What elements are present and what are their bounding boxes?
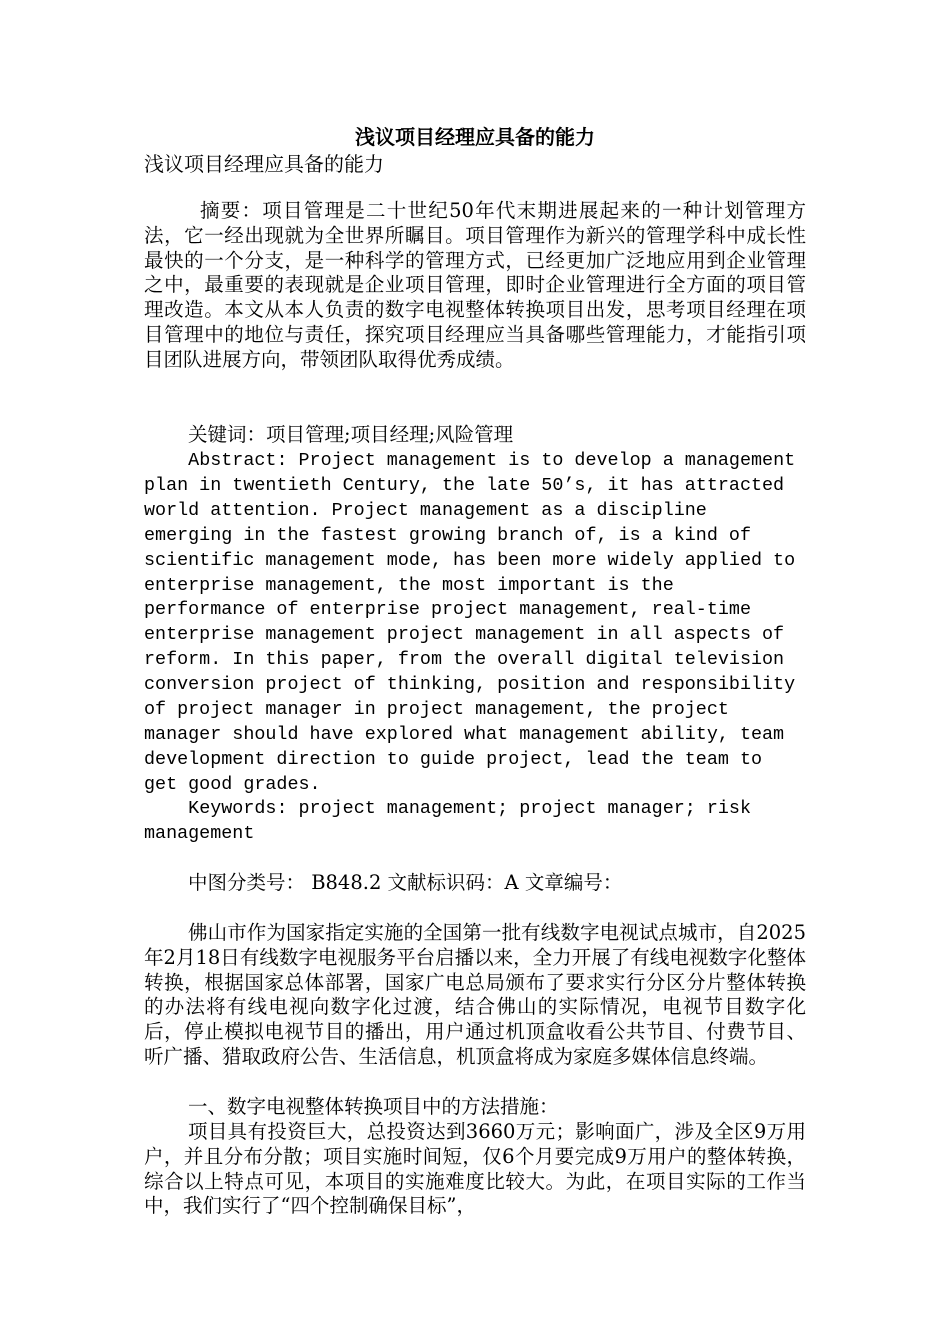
section-heading: 一、数字电视整体转换项目中的方法措施： — [188, 1095, 559, 1118]
keywords-english: Keywords: project management; project manager; risk management — [144, 798, 752, 844]
classification-info: 中图分类号： B848.2 文献标识码：A 文章编号： — [188, 871, 623, 894]
abstract-english: Abstract: Project management is to develop a management plan in twentieth Century, the late 50’s, it has attracted world attention. Project management as a discipline emerging in the fastest growing branch of, is a kind of scientific management mode, has been more widely applied to enterprise management, the most important is the performance of enterprise project management, real-time enterprise management project management in all aspects of reform. In this paper, from the overall digital television conversion project of thinking, position and responsibility of project manager in project management, the project manager should have explored what management ability, team development direction to guide project, lead the team to get good grades. — [144, 450, 796, 795]
body-paragraph-2: 项目具有投资巨大，总投资达到3660万元；影响面广，涉及全区9万用户，并且分布分散；项目实施时间短，仅6个月要完成9万用户的整体转换，综合以上特点可见，本项目的实施难度比较大。为此，在项目实际的工作当中，我们实行了“四个控制确保目标”， — [144, 1120, 806, 1218]
abstract-chinese: 摘要：项目管理是二十世纪50年代末期进展起来的一种计划管理方法，它一经出现就为全世界所瞩目。项目管理作为新兴的管理学科中成长性最快的一个分支，是一种科学的管理方式，已经更加广泛地应用到企业管理之中，最重要的表现就是企业项目管理，即时企业管理进行全方面的项目管理改造。本文从本人负责的数字电视整体转换项目出发，思考项目经理在项目管理中的地位与责任，探究项目经理应当具备哪些管理能力，才能指引项目团队进展方向，带领团队取得优秀成绩。 — [144, 199, 806, 371]
document-subtitle: 浅议项目经理应具备的能力 — [144, 152, 384, 176]
keywords-chinese: 关键词：项目管理;项目经理;风险管理 — [188, 423, 514, 446]
body-paragraph-1: 佛山市作为国家指定实施的全国第一批有线数字电视试点城市，自2025年2月18日有线数字电视服务平台启播以来，全力开展了有线电视数字化整体转换，根据国家总体部署，国家广电总局颁布了要求实行分区分片整体转换的办法将有线电视向数字化过渡，结合佛山的实际情况，电视节目数字化后，停止模拟电视节目的播出，用户通过机顶盒收看公共节目、付费节目、听广播、猎取政府公告、生活信息，机顶盒将成为家庭多媒体信息终端。 — [144, 921, 806, 1068]
document-title: 浅议项目经理应具备的能力 — [355, 125, 595, 149]
